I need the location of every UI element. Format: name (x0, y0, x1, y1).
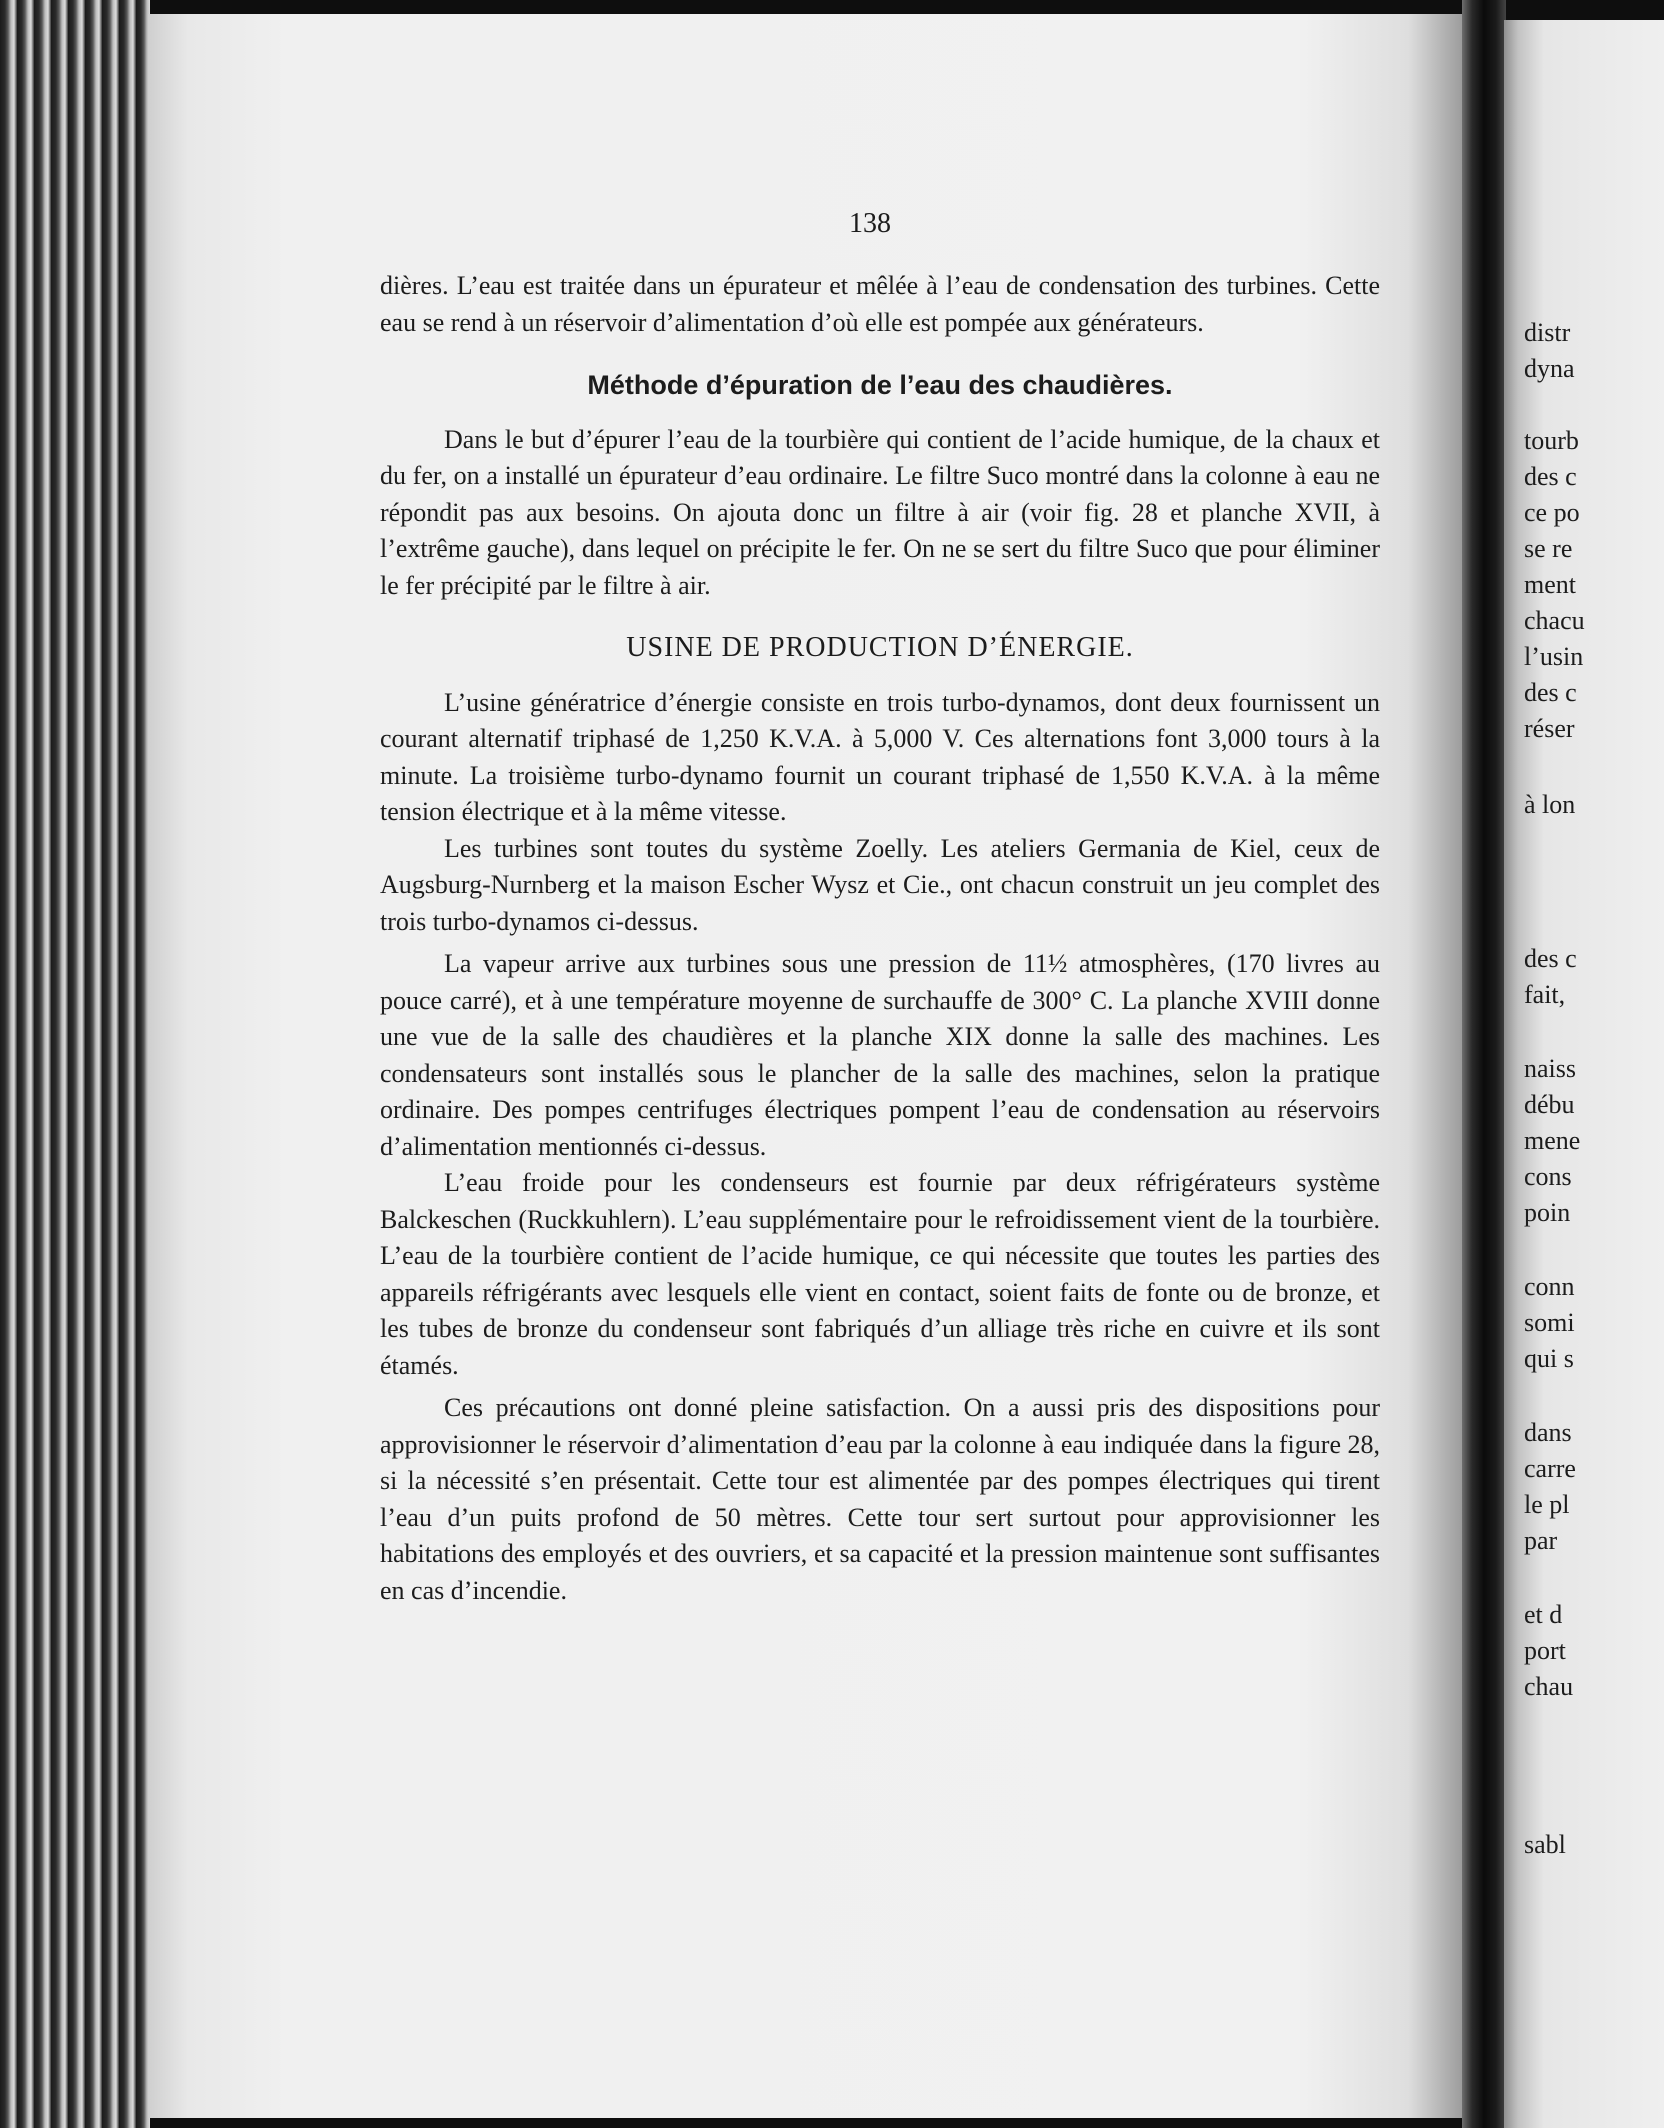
right-page-fragment: réser (1524, 714, 1575, 743)
right-page-fragment: tourb (1524, 426, 1579, 455)
right-page-fragment: débu (1524, 1090, 1575, 1119)
right-page-fragment: à lon (1524, 790, 1576, 819)
right-page-fragment: sabl (1524, 1830, 1566, 1859)
right-page-fragment: par (1524, 1526, 1558, 1555)
right-page-fragment: chacu (1524, 606, 1585, 635)
right-page-fragment: dyna (1524, 354, 1575, 383)
right-page-fragment: l’usin (1524, 642, 1584, 671)
right-page-fragment: dans (1524, 1418, 1572, 1447)
paragraph: La vapeur arrive aux turbines sous une pression de 11½ atmosphères, (170 livres au pouce carré), et à une température moyenne de surchauffe de 300° C. La planche XVIII donne une vue de la salle des chaudières et la planche XIX donne la salle des machines. Les condensateurs sont installés sous le plancher de la salle des machines, selon la pratique ordinaire. Des pompes centrifuges électriques pompent l’eau de condensation au réservoirs d’alimentation mentionnés ci-dessus. (380, 949, 1380, 1161)
right-page-fragment: somi (1524, 1308, 1575, 1337)
right-page-fragment: cons (1524, 1162, 1572, 1191)
right-page-fragment: et d (1524, 1600, 1563, 1629)
right-page-fragment: des c (1524, 462, 1577, 491)
right-page-fragment: se re (1524, 534, 1573, 563)
paragraph: Ces précautions ont donné pleine satisfaction. On a aussi pris des dispositions pour approvisionner le réservoir d’alimentation d’eau par la colonne à eau indiquée dans la figure 28, si la nécessité s’en présentait. Cette tour est alimentée par des pompes électriques qui tirent l’eau d’un puits profond de 50 mètres. Cette tour sert surtout pour approvisionner les habitations des employés et des ouvriers, et sa capacité et la pression maintenue sont suffisantes en cas d’incendie. (380, 1393, 1380, 1605)
paragraph: L’usine génératrice d’énergie consiste en trois turbo-dynamos, dont deux fournissent un courant alternatif triphasé de 1,250 K.V.A. à 5,000 V. Ces alternations font 3,000 tours à la minute. La troisième turbo-dynamo fournit un courant triphasé de 1,550 K.V.A. à la même tension électrique et à la même vitesse. (380, 687, 1380, 826)
right-page-fragment: ment (1524, 570, 1576, 599)
right-page-fragment: chau (1524, 1672, 1574, 1701)
right-page-fragment: naiss (1524, 1054, 1576, 1083)
right-page-fragment: des c (1524, 944, 1577, 973)
right-page-fragment: ce po (1524, 498, 1580, 527)
paragraph-continuation: dières. L’eau est traitée dans un épurateur et mêlée à l’eau de condensation des turbines. Cette eau se rend à un réservoir d’alimentation d’où elle est pompée aux générateurs. (380, 271, 1380, 337)
right-page-fragment: conn (1524, 1272, 1575, 1301)
right-page-fragment: fait, (1524, 980, 1566, 1009)
right-page-fragment: distr (1524, 318, 1571, 347)
right-page-fragment: le pl (1524, 1490, 1570, 1519)
right-page-fragment: mene (1524, 1126, 1581, 1155)
right-page-fragment: qui s (1524, 1344, 1574, 1373)
right-page-fragment: carre (1524, 1454, 1576, 1483)
section-heading-epuration: Méthode d’épuration de l’eau des chaudières. (587, 370, 1173, 400)
right-page-fragment: port (1524, 1636, 1566, 1665)
right-page-fragment: poin (1524, 1198, 1571, 1227)
paragraph: Les turbines sont toutes du système Zoelly. Les ateliers Germania de Kiel, ceux de Augsburg-Nurnberg et la maison Escher Wysz et Cie., ont chacun construit un jeu complet des trois turbo-dynamos ci-dessus. (380, 833, 1380, 936)
paragraph: L’eau froide pour les condenseurs est fournie par deux réfrigérateurs système Balckeschen (Ruckkuhlern). L’eau supplémentaire pour le refroidissement vient de la tourbière. L’eau de la tourbière contient de l’acide humique, ce qui nécessite que toutes les parties des appareils réfrigérants avec lesquels elle vient en contact, soient faits de fonte ou de bronze, et les tubes de bronze du condenseur sont fabriqués d’un alliage très riche en cuivre et ils sont étamés. (380, 1168, 1380, 1380)
page-edges (0, 0, 150, 2128)
left-page-text (380, 268, 1380, 1609)
right-page (1504, 20, 1664, 2128)
right-page-fragment: des c (1524, 678, 1577, 707)
paragraph: Dans le but d’épurer l’eau de la tourbière qui contient de l’acide humique, de la chaux et du fer, on a installé un épurateur d’eau ordinaire. Le filtre Suco montré dans la colonne à eau ne répondit pas aux besoins. On ajouta donc un filtre à air (voir fig. 28 et planche XVII, à l’extrême gauche), dans lequel on précipite le fer. On ne se sert du filtre Suco que pour éliminer le fer précipité par le filtre à air. (380, 424, 1380, 600)
book-gutter (1462, 0, 1506, 2128)
section-heading-usine: USINE DE PRODUCTION D’ÉNERGIE. (626, 632, 1134, 663)
page-number: 138 (849, 208, 891, 239)
